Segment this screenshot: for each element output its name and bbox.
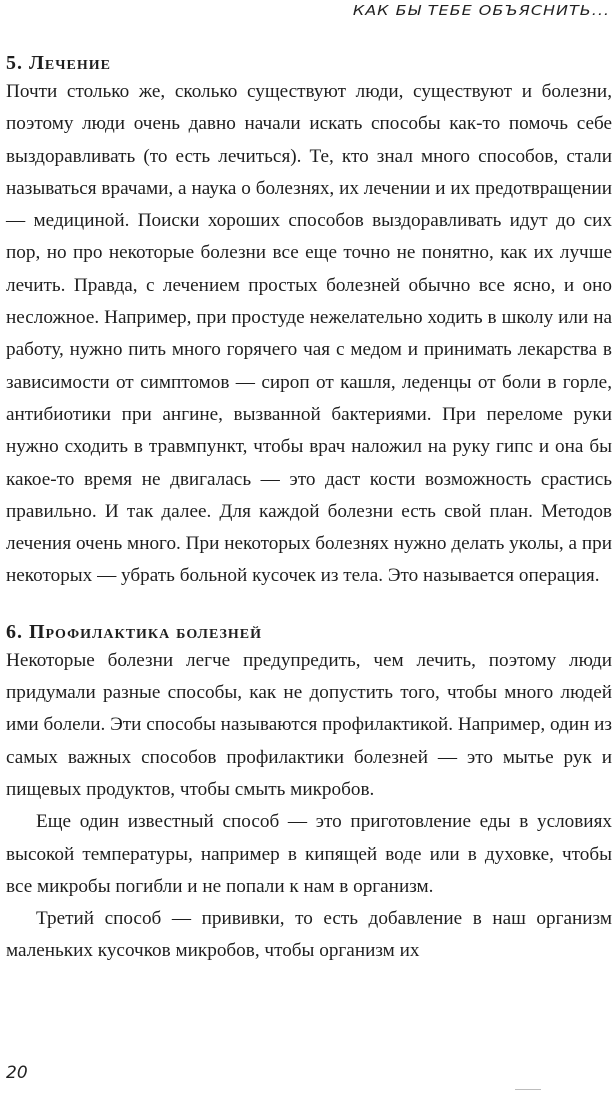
paragraph-prevention-1: Некоторые болезни легче предупредить, чем лечить, поэтому люди придумали разные способы, как не допустить того, чтобы много людей ими болели. Эти способы называются профилактикой. Например, один из самых важных способов профилактики болезней — это мытье рук и пищевых продуктов, чтобы смыть микробов.	[6, 649, 612, 800]
paragraph-treatment: Почти столько же, сколько существуют люди, существуют и болезни, поэтому люди очень давно начали искать способы как-то помочь себе выздоравливать (то есть лечиться). Те, кто знал много способов, стали называться врачами, а наука о болезнях, их лечении и их предотвращении — медициной. Поиски хороших способов выздоравливать идут до сих пор, но про некоторые болезни все еще точно не понятно, как их лучше лечить. Правда, с лечением простых болезней обычно все ясно, и оно несложное. Например, при простуде нежелательно ходить в школу или на работу, нужно пить много горячего чая с медом и принимать лекарства в зависимости от симптомов — сироп от кашля, леденцы от боли в горле, антибиотики при ангине, вызванной бактериями. При переломе руки нужно сходить в травмпункт, чтобы врач наложил на руку гипс и она бы какое-то время не двигалась — это даст кости возможность срастись правильно. И так далее. Для каждой болезни есть свой план. Методов лечения очень много. При некоторых болезнях нужно делать уколы, а при некоторых — убрать больной кусочек из тела. Это называется операция.	[6, 81, 612, 587]
section-title-treatment: 5. Лечение	[6, 52, 111, 74]
paragraph-prevention-3: Третий способ — прививки, то есть добавление в наш организм маленьких кусочков микробов, чтобы организм их	[6, 908, 612, 962]
section-title-prevention: 6. Профилактика болезней	[6, 620, 262, 643]
page-number: 20	[6, 1063, 28, 1083]
paragraph-prevention-2: Еще один известный способ — это приготовление еды в условиях высокой температуры, например в кипящей воде или в духовке, чтобы все микробы погибли и не попали к нам в организм.	[6, 811, 612, 897]
running-head: КАК БЫ ТЕБЕ ОБЪЯСНИТЬ...	[352, 2, 610, 19]
footer-divider	[515, 1089, 541, 1090]
page-body	[6, 50, 612, 968]
